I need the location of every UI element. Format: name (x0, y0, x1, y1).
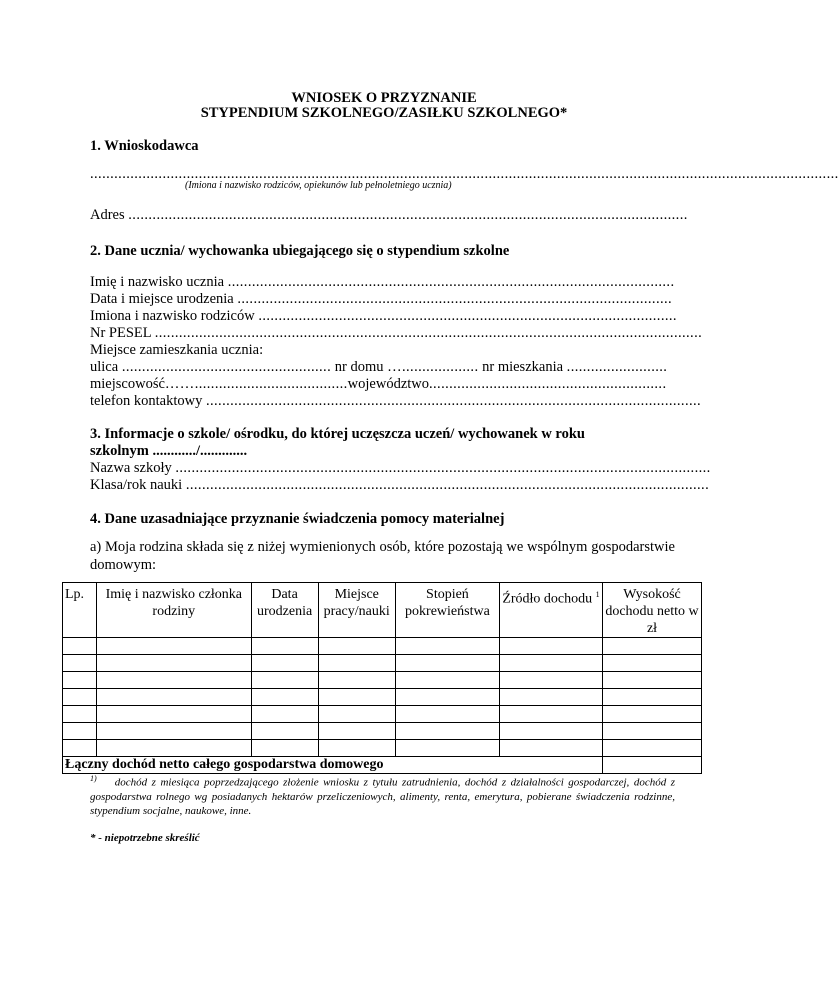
section-3-heading-line-1: 3. Informacje o szkole/ ośrodku, do której uczęszcza uczeń/ wychowanek w roku (90, 426, 585, 442)
section-4-heading: 4. Dane uzasadniające przyznanie świadczenia pomocy materialnej (90, 511, 505, 527)
table-cell[interactable] (251, 740, 318, 757)
table-cell[interactable] (251, 723, 318, 740)
table-row (63, 638, 702, 655)
section-3-heading-line-2: szkolnym ............/............. (90, 443, 248, 459)
col-header-net-income: Wysokość dochodu netto w zł (603, 583, 702, 638)
table-cell[interactable] (395, 706, 499, 723)
total-income-cell[interactable] (603, 757, 702, 774)
applicant-name-field[interactable]: .......................................................................................................................................................................................... (90, 166, 839, 182)
table-row (63, 706, 702, 723)
class-field[interactable]: Klasa/rok nauki .................................................................................................................................. (90, 477, 710, 493)
table-cell[interactable] (499, 655, 602, 672)
table-cell[interactable] (63, 723, 97, 740)
table-cell[interactable] (318, 689, 395, 706)
table-cell[interactable] (318, 723, 395, 740)
table-row (63, 723, 702, 740)
birth-date-place-field[interactable]: Data i miejsce urodzenia ............................................................................................................ (90, 291, 673, 307)
table-cell[interactable] (97, 706, 252, 723)
residence-label: Miejsce zamieszkania ucznia: (90, 342, 264, 358)
footnote-text: dochód z miesiąca poprzedzającego złożenie wniosku z tytułu zatrudnienia, dochód z działalności gospodarczej, dochód z gospodarstwa rolnego wg posiadanych hektarów przeliczeniowych, alimenty, renta, emerytura, pobierane świadczenia rodzinne, stypendium socjalne, naukowe, inne. (90, 776, 676, 817)
phone-field[interactable]: telefon kontaktowy ........................................................................................................................... (90, 393, 702, 409)
footnote-marker-text: 1) (90, 774, 97, 783)
address-label: Adres (90, 207, 125, 223)
col-header-birthdate: Data urodzenia (251, 583, 318, 638)
student-name-field[interactable]: Imię i nazwisko ucznia ............................................................................................................... (90, 274, 675, 290)
family-members-table (62, 582, 702, 774)
table-cell[interactable] (63, 655, 97, 672)
col-header-relation: Stopień pokrewieństwa (395, 583, 499, 638)
form-title-line-2: STYPENDIUM SZKOLNEGO/ZASIŁKU SZKOLNEGO* (200, 105, 568, 121)
table-cell[interactable] (499, 689, 602, 706)
table-cell[interactable] (603, 689, 702, 706)
city-label: miejscowość (90, 376, 165, 392)
table-cell[interactable] (603, 655, 702, 672)
table-cell[interactable] (318, 706, 395, 723)
table-cell[interactable] (499, 723, 602, 740)
star-note: * - niepotrzebne skreślić (90, 832, 200, 844)
table-cell[interactable] (395, 672, 499, 689)
table-cell[interactable] (499, 740, 602, 757)
table-cell[interactable] (499, 706, 602, 723)
field-label: Imię i nazwisko ucznia (90, 274, 225, 290)
table-cell[interactable] (97, 638, 252, 655)
table-cell[interactable] (395, 689, 499, 706)
family-intro: a) Moja rodzina składa się z niżej wymienionych osób, które pozostają we wspólnym gospodarstwie domowym: (90, 539, 675, 573)
table-row (63, 655, 702, 672)
table-cell[interactable] (97, 723, 252, 740)
footnote-marker: 1 (595, 590, 600, 599)
col-header-workplace: Miejsce pracy/nauki (318, 583, 395, 638)
table-cell[interactable] (63, 706, 97, 723)
table-cell[interactable] (499, 638, 602, 655)
table-cell[interactable] (251, 689, 318, 706)
table-cell[interactable] (395, 723, 499, 740)
table-cell[interactable] (63, 672, 97, 689)
table-cell[interactable] (603, 672, 702, 689)
table-cell[interactable] (97, 655, 252, 672)
table-cell[interactable] (603, 706, 702, 723)
city-province-field[interactable]: miejscowość……......................................województwo........................................................... (90, 376, 667, 392)
table-cell[interactable] (97, 740, 252, 757)
field-label: Imiona i nazwisko rodziców (90, 308, 255, 324)
section-2-heading: 2. Dane ucznia/ wychowanka ubiegającego się o stypendium szkolne (90, 243, 510, 259)
table-cell[interactable] (251, 672, 318, 689)
table-cell[interactable] (97, 672, 252, 689)
pesel-field[interactable]: Nr PESEL ........................................................................................................................................ (90, 325, 703, 341)
table-cell[interactable] (251, 706, 318, 723)
address-field[interactable]: Adres ........................................................................................................................................... (90, 207, 688, 223)
total-row (63, 757, 702, 774)
table-row (63, 672, 702, 689)
school-label: Nazwa szkoły (90, 460, 172, 476)
street-label: ulica (90, 359, 119, 375)
table-cell[interactable] (318, 638, 395, 655)
table-cell[interactable] (63, 740, 97, 757)
street-house-flat-field[interactable]: ulica .................................................... nr domu …................... nr mieszkania ......................... (90, 359, 668, 375)
field-label: Data i miejsce urodzenia (90, 291, 234, 307)
table-cell[interactable] (395, 655, 499, 672)
table-cell[interactable] (318, 672, 395, 689)
table-cell[interactable] (603, 723, 702, 740)
house-label: nr domu (334, 359, 384, 375)
school-name-field[interactable]: Nazwa szkoły ..................................................................................................................................... (90, 460, 711, 476)
table-row (63, 740, 702, 757)
table-cell[interactable] (499, 672, 602, 689)
table-cell[interactable] (318, 655, 395, 672)
table-row (63, 689, 702, 706)
table-cell[interactable] (395, 740, 499, 757)
table-cell[interactable] (318, 740, 395, 757)
table-cell[interactable] (251, 655, 318, 672)
table-cell[interactable] (63, 638, 97, 655)
flat-label: nr mieszkania (482, 359, 564, 375)
form-title-line-1: WNIOSEK O PRZYZNANIE (291, 90, 477, 106)
field-label: Nr PESEL (90, 325, 152, 341)
table-cell[interactable] (63, 689, 97, 706)
section-1-heading: 1. Wnioskodawca (90, 138, 199, 154)
province-label: województwo (347, 376, 429, 392)
table-cell[interactable] (603, 638, 702, 655)
class-label: Klasa/rok nauki (90, 477, 183, 493)
applicant-name-caption: (Imiona i nazwisko rodziców, opiekunów lub pełnoletniego ucznia) (185, 180, 452, 191)
col-header-income-source (499, 583, 602, 638)
phone-label: telefon kontaktowy (90, 393, 203, 409)
col-header-lp: Lp. (63, 583, 97, 638)
income-source-label: Źródło dochodu (502, 591, 593, 607)
total-income-label: Łączny dochód netto całego gospodarstwa domowego (63, 757, 603, 774)
table-cell[interactable] (395, 638, 499, 655)
col-header-name: Imię i nazwisko członka rodziny (97, 583, 252, 638)
parents-names-field[interactable]: Imiona i nazwisko rodziców ........................................................................................................ (90, 308, 677, 324)
footnote (90, 772, 675, 818)
table-cell[interactable] (603, 740, 702, 757)
table-cell[interactable] (97, 689, 252, 706)
table-cell[interactable] (251, 638, 318, 655)
